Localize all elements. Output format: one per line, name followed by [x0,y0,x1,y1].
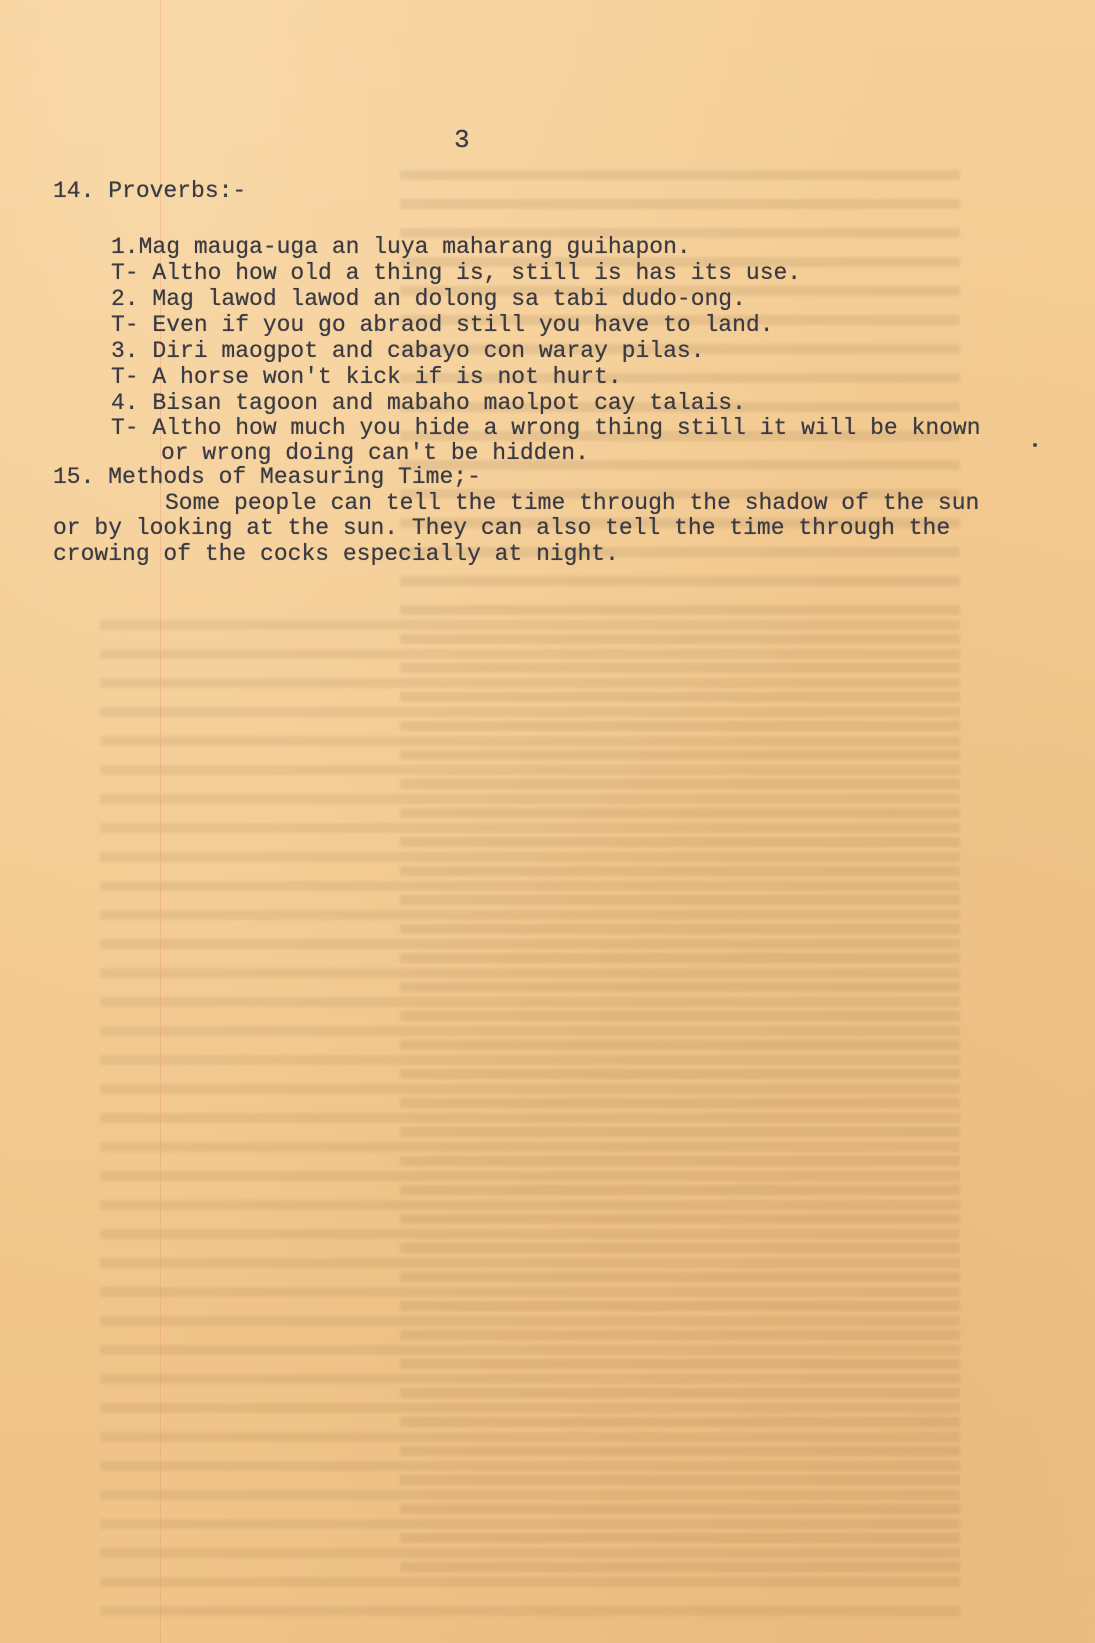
stray-mark [1033,443,1037,447]
paragraph-line: Some people can tell the time through the shadow of the sun [165,490,980,516]
paragraph-line: or by looking at the sun. They can also tell the time through the [53,515,951,541]
proverb-translation: T- Even if you go abraod still you have to land. [111,312,774,338]
section-14-heading: 14. Proverbs:- [53,178,247,204]
paragraph-line: crowing of the cocks especially at night. [53,541,619,567]
proverb-translation: T- Altho how much you hide a wrong thing still it will be known [111,415,981,441]
proverb-translation: T- A horse won't kick if is not hurt. [111,364,622,390]
bleed-through-text-lower [100,620,960,1620]
proverb-translation: T- Altho how old a thing is, still is has its use. [111,260,802,286]
page-number: 3 [454,125,470,155]
proverb-line: 4. Bisan tagoon and mabaho maolpot cay talais. [111,390,746,416]
proverb-translation-continued: or wrong doing can't be hidden. [161,440,589,466]
proverb-line: 1.Mag mauga-uga an luya maharang guihapon. [111,234,691,260]
proverb-line: 3. Diri maogpot and cabayo con waray pilas. [111,338,705,364]
section-15-heading: 15. Methods of Measuring Time;- [53,464,481,490]
proverb-line: 2. Mag lawod lawod an dolong sa tabi dudo-ong. [111,286,746,312]
